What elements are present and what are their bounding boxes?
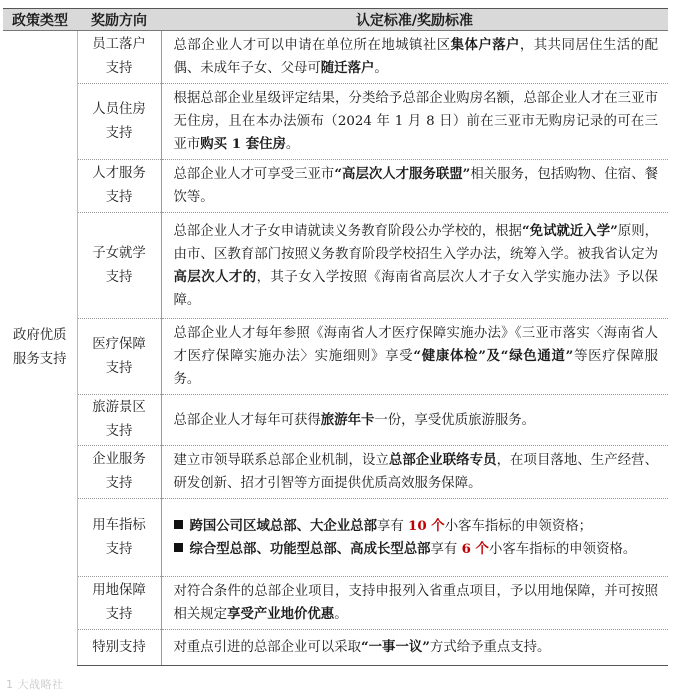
standard-cell: 总部企业人才可以申请在单位所在地城镇社区集体户落户，其共同居住生活的配偶、未成年子女、父母可随迁落户。	[161, 31, 668, 84]
table-row	[3, 160, 668, 213]
standard-cell: 总部企业人才每年参照《海南省人才医疗保障实施办法》《三亚市落实〈海南省人才医疗保障实施办法〉实施细则》享受“健康体检”及“绿色通道”等医疗保障服务。	[161, 319, 668, 395]
policy-type-cell	[3, 31, 77, 666]
list-item: 跨国公司区域总部、大企业总部享有 10 个小客车指标的申领资格；	[174, 515, 659, 538]
standard-cell: 总部企业人才每年可获得旅游年卡一份，享受优质旅游服务。	[161, 395, 668, 446]
square-bullet-icon	[174, 520, 183, 529]
standard-cell: 对重点引进的总部企业可以采取“一事一议”方式给予重点支持。	[161, 630, 668, 666]
table-row	[3, 319, 668, 395]
direction-cell: 医疗保障支持	[77, 319, 161, 395]
table-row	[3, 31, 668, 84]
standard-cell: 总部企业人才可享受三亚市“高层次人才服务联盟”相关服务，包括购物、住宿、餐饮等。	[161, 160, 668, 213]
table-row	[3, 213, 668, 319]
standard-cell: 建立市领导联系总部企业机制，设立总部企业联络专员，在项目落地、生产经营、研发创新、招才引智等方面提供优质高效服务保障。	[161, 446, 668, 499]
table-row	[3, 630, 668, 666]
header-standard: 认定标准/奖励标准	[161, 9, 668, 31]
direction-cell: 子女就学支持	[77, 213, 161, 319]
direction-cell: 特别支持	[77, 630, 161, 666]
header-reward-direction: 奖励方向	[77, 9, 161, 31]
direction-cell: 员工落户支持	[77, 31, 161, 84]
list-item: 综合型总部、功能型总部、高成长型总部享有 6 个小客车指标的申领资格。	[174, 538, 659, 561]
table-row	[3, 577, 668, 630]
header-policy-type: 政策类型	[3, 9, 77, 31]
table-row	[3, 395, 668, 446]
standard-cell	[161, 499, 668, 577]
square-bullet-icon	[174, 543, 183, 552]
direction-cell: 人员住房支持	[77, 84, 161, 160]
policy-type-text: 政府优质服务支持	[12, 328, 67, 368]
direction-cell: 用车指标支持	[77, 499, 161, 577]
standard-cell: 总部企业人才子女申请就读义务教育阶段公办学校的，根据“免试就近入学”原则，由市、区教育部门按照义务教育阶段学校招生入学办法，统筹入学。被我省认定为高层次人才的，其子女入学按照《海南省高层次人才子女入学实施办法》予以保障。	[161, 213, 668, 319]
direction-cell: 旅游景区支持	[77, 395, 161, 446]
policy-table	[3, 8, 668, 666]
direction-cell: 用地保障支持	[77, 577, 161, 630]
table-row	[3, 499, 668, 577]
standard-cell: 根据总部企业星级评定结果，分类给予总部企业购房名额，总部企业人才在三亚市无住房，且在本办法颁布（2024 年 1 月 8 日）前在三亚市无购房记录的可在三亚市购买 1 套住房。	[161, 84, 668, 160]
standard-cell: 对符合条件的总部企业项目，支持申报列入省重点项目，予以用地保障，并可按照相关规定享受产业地价优惠。	[161, 577, 668, 630]
header-row	[3, 9, 668, 31]
watermark-logo: 1 大战略社	[6, 678, 64, 691]
table-row	[3, 446, 668, 499]
direction-cell: 企业服务支持	[77, 446, 161, 499]
direction-cell: 人才服务支持	[77, 160, 161, 213]
table-row	[3, 84, 668, 160]
